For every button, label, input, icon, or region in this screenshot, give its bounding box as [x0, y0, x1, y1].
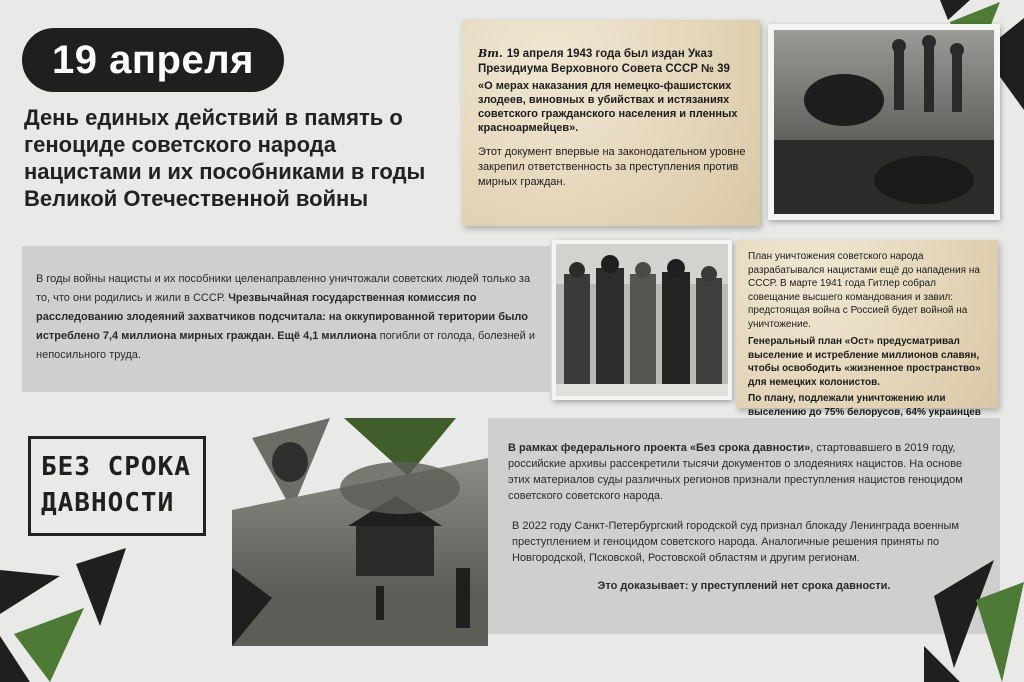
decree-mark: Вт. — [478, 47, 503, 60]
project-name: В рамках федерального проекта «Без срока давности» — [508, 442, 811, 454]
date-pill: 19 апреля — [22, 28, 284, 92]
decree-card — [462, 20, 760, 226]
project-text: , стартовавшего в 2019 году, российские архивы рассекретили тысячи документов о злодеяниях нацистов. На основе этих материалов суды различных регионов признали преступления нацистов геноцидом советского советского народа. — [508, 442, 963, 502]
plan-intro: План уничтожения советского народа разрабатывался нацистами ещё до нападения на СССР. В марте 1941 года Гитлер собрал совещание высшего командования и завил: предстоящая война с Россией будет войной на уничтожение. — [748, 251, 980, 330]
decree-title — [478, 46, 746, 77]
facts-lead: В годы войны нацисты и их пособники целенаправленно уничтожали советских людей только за то, что они родились и жили в СССР. — [36, 273, 531, 304]
stamp-line-2: ДАВНОСТИ — [41, 488, 175, 518]
triangle-decor-bottom-right — [924, 560, 1024, 682]
plan-ost-card — [736, 240, 998, 418]
triangle-decor-bottom-left — [0, 548, 140, 682]
plan-percentages: По плану, подлежали уничтожению или выселению до 75% белорусов, 64% украинцев — [748, 393, 981, 418]
stamp-line-1: БЕЗ СРОКА — [41, 452, 191, 482]
page-headline: День единых действий в память о геноциде советского народа нацистами и их пособниками в годы Великой Отечественной войны — [24, 105, 426, 211]
photo-officials — [552, 240, 732, 400]
decree-quote: «О мерах наказания для немецко-фашистских злодеев, виновных в убийствах и истязаниях советского гражданского населения и пленных красноармейцев». — [478, 80, 738, 134]
stamp-no-statute-of-limitations — [28, 436, 206, 536]
decree-title-text: 19 апреля 1943 года был издан Указ Президиума Верховного Совета СССР № 39 — [478, 48, 730, 75]
facts-commission: Чрезвычайная государственная комиссия по расследованию злодеяний захватчиков подсчитала: на оккупированной територии было истреблено 7,4 миллиона мирных граждан. Ещё 4,1 миллиона — [36, 292, 528, 342]
genocide-facts-panel — [22, 246, 550, 392]
leningrad-paragraph: В 2022 году Санкт-Петербургский городской суд признал блокаду Ленинграда военным преступлением и геноцидом советского народа. Аналогичные решения приняты по Новгородской, Псковской, Ростовской областям и другим регионам. — [512, 520, 959, 564]
project-paragraph — [508, 440, 980, 504]
plan-ost: Генеральный план «Ост» предусматривал выселение и истребление миллионов славян, чтобы освободить «жизненное пространство» для немецких колонистов. — [748, 336, 981, 388]
decree-note: Этот документ впервые на законодательном уровне закрепил ответственность за преступления против мирных граждан. — [478, 146, 746, 188]
conclusion: Это доказывает: у преступлений нет срока давности. — [597, 580, 891, 592]
facts-tail: погибли от голода, болезней и непосильного труда. — [36, 330, 536, 361]
photo-burning-village — [232, 418, 488, 646]
photo-execution — [768, 24, 1000, 220]
